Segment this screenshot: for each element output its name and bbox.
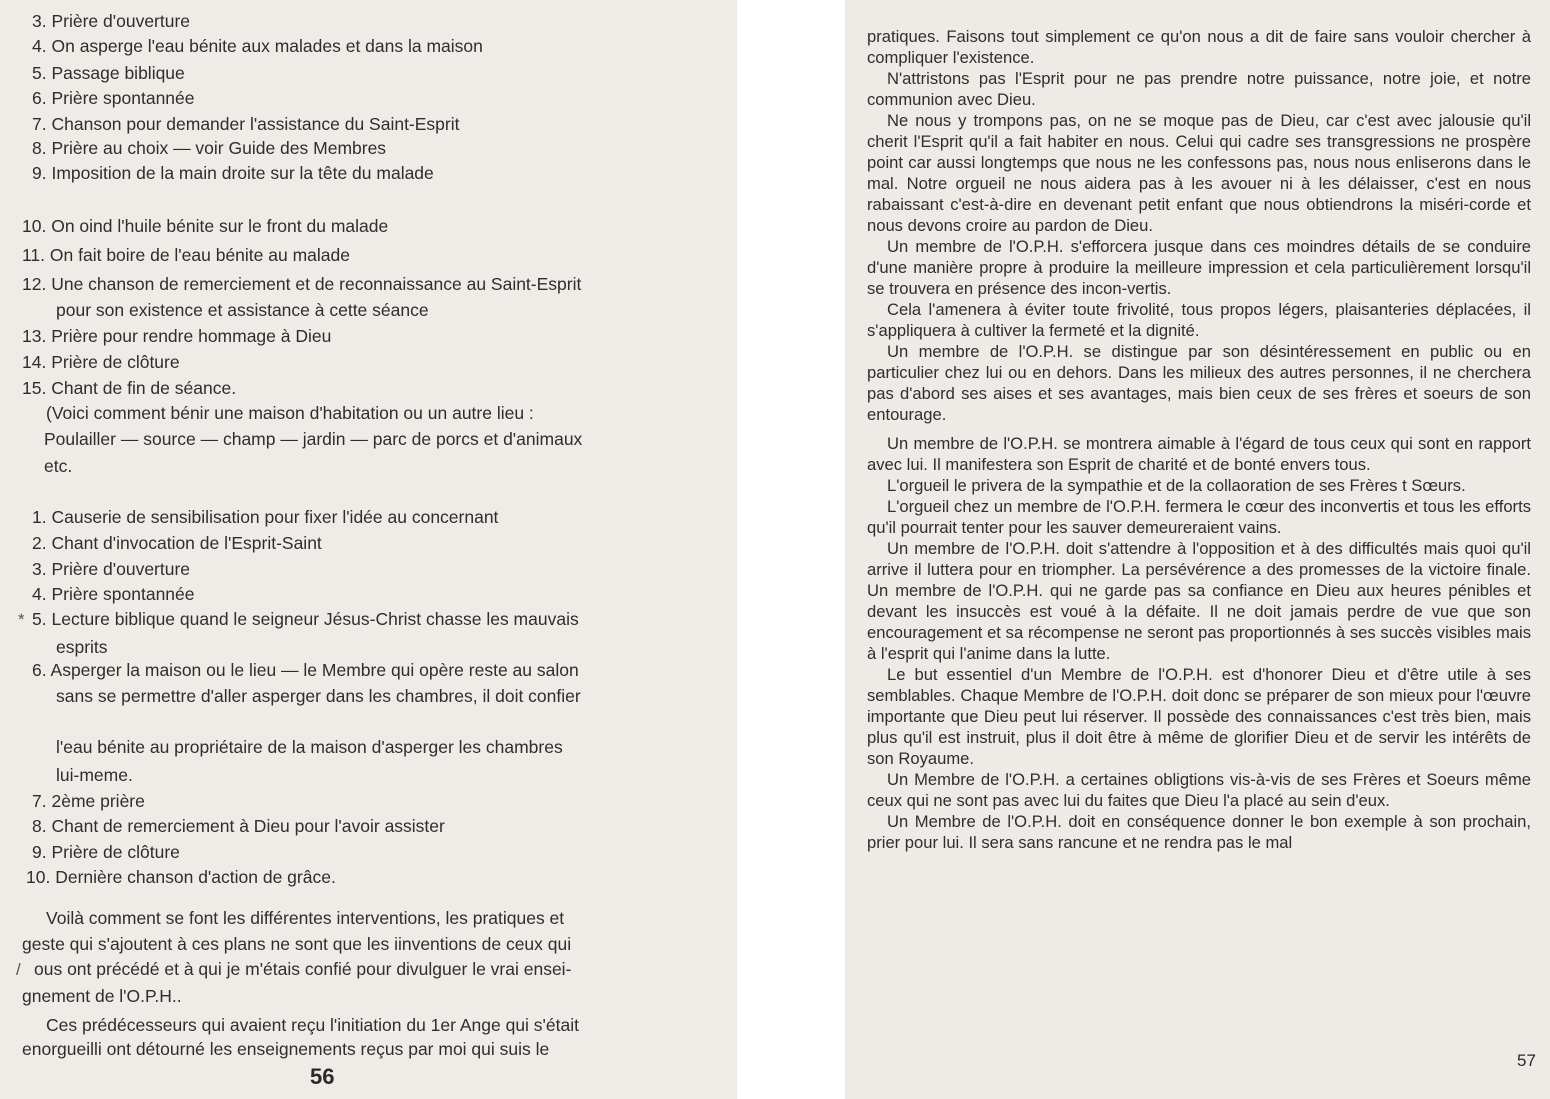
list-item: 9. Imposition de la main droite sur la tête du malade [32, 163, 434, 183]
paragraph-line: Ces prédécesseurs qui avaient reçu l'initiation du 1er Ange qui s'était [46, 1015, 579, 1035]
paragraph-line: geste qui s'ajoutent à ces plans ne sont que les iinventions de ceux qui [22, 934, 572, 954]
paragraph: pratiques. Faisons tout simplement ce qu'on nous a dit de faire sans vouloir chercher à compliquer l'existence. [867, 27, 1531, 67]
paragraph-line: ous ont précédé et à qui je m'étais confié pour divulguer le vrai ensei- [34, 959, 572, 979]
paragraph: Un membre de l'O.P.H. doit s'attendre à l'opposition et à des difficultés mais quoi qu'il arrive il luttera pour en triompher. La persévérence a des promesses de la victoire finale. Un membre de l'O.P.H. qui ne garde pas sa confiance en Dieu aux heures pénibles et devant les insuccès est voué à la défaite. Il ne doit jamais perdre de vue que son encouragement et sa récompense ne seront pas proportionnés à ses succès visibles mais à l'esprit qui l'anime dans la lutte. [867, 539, 1531, 663]
list-item: 4. Prière spontannée [32, 584, 195, 604]
paragraph: L'orgueil le privera de la sympathie et de la collaoration de ses Frères t Sœurs. [887, 476, 1466, 495]
list-item: 5. Passage biblique [32, 63, 185, 83]
note-line: Poulailler — source — champ — jardin — parc de porcs et d'animaux [44, 429, 583, 449]
paragraph: Un Membre de l'O.P.H. doit en conséquence donner le bon exemple à son prochain, prier pour lui. Il sera sans rancune et ne rendra pas le mal [867, 812, 1531, 852]
paragraph: L'orgueil chez un membre de l'O.P.H. fermera le cœur des inconvertis et tous les efforts qu'il pourrait tenter pour les sauver demeureraient vains. [867, 497, 1531, 537]
right-page-body [867, 26, 1531, 853]
list-item: 8. Chant de remerciement à Dieu pour l'avoir assister [32, 816, 445, 836]
list-item: 7. 2ème prière [32, 791, 145, 811]
margin-mark: / [16, 960, 21, 979]
paragraph: Un membre de l'O.P.H. se montrera aimable à l'égard de tous ceux qui sont en rapport avec lui. Il manifestera son Esprit de charité et de bonté envers tous. [867, 434, 1531, 474]
list-item: 6. Asperger la maison ou le lieu — le Membre qui opère reste au salon [32, 660, 579, 680]
list-item: 1. Causerie de sensibilisation pour fixer l'idée au concernant [32, 507, 499, 527]
paragraph: Un Membre de l'O.P.H. a certaines obligtions vis-à-vis de ses Frères et Soeurs même ceux qui ne sont pas avec lui du faites que Dieu l'a placé au sein d'eux. [867, 770, 1531, 810]
left-page [0, 0, 737, 1099]
list-item: 11. On fait boire de l'eau bénite au malade [22, 245, 350, 265]
list-item: 2. Chant d'invocation de l'Esprit-Saint [32, 533, 322, 553]
list-item: 5. Lecture biblique quand le seigneur Jésus-Christ chasse les mauvais [32, 609, 579, 629]
margin-mark: * [18, 610, 25, 629]
list-item: 10. On oind l'huile bénite sur le front du malade [22, 216, 389, 236]
list-item: 14. Prière de clôture [22, 352, 180, 372]
list-item: 3. Prière d'ouverture [32, 11, 191, 31]
paragraph: Un membre de l'O.P.H. s'efforcera jusque dans ces moindres détails de se conduire d'une manière propre à produire la meilleure impression et cela particulièrement lorsqu'il se trouvera en présence des incon-vertis. [867, 237, 1531, 298]
list-item: 10. Dernière chanson d'action de grâce. [26, 867, 336, 887]
list-item-continuation: lui-meme. [56, 765, 133, 785]
list-item-continuation: esprits [56, 637, 108, 657]
list-item: 8. Prière au choix — voir Guide des Membres [32, 138, 387, 158]
list-item-continuation: sans se permettre d'aller asperger dans les chambres, il doit confier [56, 686, 581, 706]
list-item: 3. Prière d'ouverture [32, 559, 191, 579]
paragraph-line: Voilà comment se font les différentes interventions, les pratiques et [46, 908, 565, 928]
list-item-continuation: pour son existence et assistance à cette séance [56, 300, 429, 320]
note-line: etc. [44, 456, 73, 476]
page-number: 57 [1517, 1051, 1536, 1070]
list-item: 12. Une chanson de remerciement et de reconnaissance au Saint-Esprit [22, 274, 582, 294]
list-item: 9. Prière de clôture [32, 842, 180, 862]
paragraph-line: enorgueilli ont détourné les enseignements reçus par moi qui suis le [22, 1039, 550, 1059]
paragraph-line: gnement de l'O.P.H.. [22, 986, 182, 1006]
paragraph: N'attristons pas l'Esprit pour ne pas prendre notre puissance, notre joie, et notre communion avec Dieu. [867, 69, 1531, 109]
paragraph: Ne nous y trompons pas, on ne se moque pas de Dieu, car c'est avec jalousie qu'il cherit l'Esprit qu'il a fait habiter en nous. Celui qui cadre ses transgressions ne prospère point car aussi longtemps que nous ne les confessons pas, nous nous enliserons dans le mal. Notre orgueil ne nous aidera pas à les avouer ni à les délaisser, c'est en nous rabaissant c'est-à-dire en devenant petit enfant que nous obtiendrons la miséri-corde et nous devons croire au pardon de Dieu. [867, 111, 1531, 235]
list-item-continuation: l'eau bénite au propriétaire de la maison d'asperger les chambres [56, 737, 563, 757]
paragraph: Un membre de l'O.P.H. se distingue par son désintéressement en public ou en particulier chez lui ou en dehors. Dans les milieux des autres personnes, il ne cherchera pas d'abord ses aises et ses avantages, mais bien ceux de ses frères et soeurs de son entourage. [867, 342, 1531, 424]
page-number: 56 [310, 1064, 335, 1089]
list-item: 4. On asperge l'eau bénite aux malades et dans la maison [32, 36, 483, 56]
note-line: (Voici comment bénir une maison d'habitation ou un autre lieu : [46, 403, 534, 423]
list-item: 7. Chanson pour demander l'assistance du Saint-Esprit [32, 114, 460, 134]
right-page [845, 0, 1550, 1099]
paragraph: Le but essentiel d'un Membre de l'O.P.H. est d'honorer Dieu et d'être utile à ses semblables. Chaque Membre de l'O.P.H. doit donc se préparer de son mieux pour l'œuvre importante que Dieu peut lui réserver. Il possède des connaissances c'est très bien, mais plus qu'il est instruit, plus il doit être à même de glorifier Dieu et de servir les intérêts de son Royaume. [867, 665, 1531, 768]
list-item: 6. Prière spontannée [32, 88, 195, 108]
list-item: 15. Chant de fin de séance. [22, 378, 237, 398]
list-item: 13. Prière pour rendre hommage à Dieu [22, 326, 332, 346]
paragraph: Cela l'amenera à éviter toute frivolité, tous propos légers, plaisanteries déplacées, il s'appliquera à cultiver la fermeté et la dignité. [867, 300, 1531, 340]
